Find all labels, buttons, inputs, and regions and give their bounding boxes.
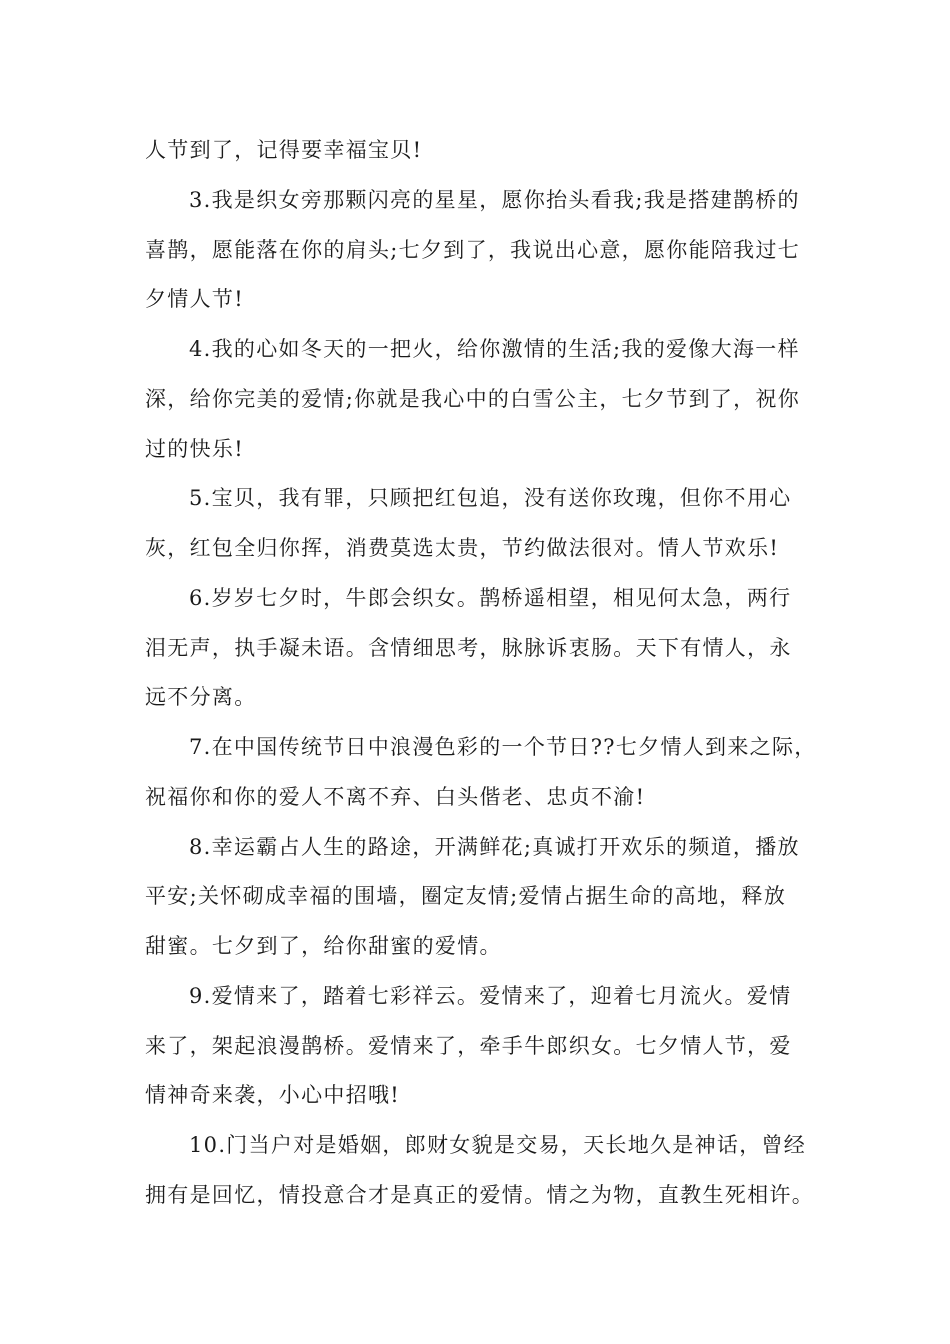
text-line: 喜鹊，愿能落在你的肩头;七夕到了，我说出心意，愿你能陪我过七	[145, 238, 801, 262]
text-line: 7.在中国传统节日中浪漫色彩的一个节日??七夕情人到来之际，	[189, 735, 817, 759]
text-line: 10.门当户对是婚姻，郎财女貌是交易，天长地久是神话，曾经	[189, 1133, 807, 1157]
text-line: 5.宝贝，我有罪，只顾把红包追，没有送你玫瑰，但你不用心	[189, 486, 792, 510]
text-line: 祝福你和你的爱人不离不弃、白头偕老、忠贞不渝!	[145, 785, 646, 809]
text-line: 平安;关怀砌成幸福的围墙，圈定友情;爱情占据生命的高地，释放	[145, 884, 787, 908]
text-line: 来了，架起浪漫鹊桥。爱情来了，牵手牛郎织女。七夕情人节，爱	[145, 1034, 792, 1058]
text-line: 远不分离。	[145, 685, 257, 709]
text-line: 4.我的心如冬天的一把火，给你激情的生活;我的爱像大海一样	[189, 337, 800, 361]
text-line: 人节到了，记得要幸福宝贝!	[145, 138, 423, 162]
text-line: 3.我是织女旁那颗闪亮的星星，愿你抬头看我;我是搭建鹊桥的	[189, 188, 800, 212]
text-line: 灰，红包全归你挥，消费莫选太贵，节约做法很对。情人节欢乐!	[145, 536, 780, 560]
text-line: 9.爱情来了，踏着七彩祥云。爱情来了，迎着七月流火。爱情	[189, 984, 792, 1008]
text-line: 深，给你完美的爱情;你就是我心中的白雪公主，七夕节到了，祝你	[145, 387, 801, 411]
text-line: 过的快乐!	[145, 437, 244, 461]
text-line: 夕情人节!	[145, 287, 244, 311]
text-line: 8.幸运霸占人生的路途，开满鲜花;真诚打开欢乐的频道，播放	[189, 835, 800, 859]
text-line: 泪无声，执手凝未语。含情细思考，脉脉诉衷肠。天下有情人，永	[145, 636, 792, 660]
text-line: 情神奇来袭，小心中招哦!	[145, 1083, 401, 1107]
text-line: 甜蜜。七夕到了，给你甜蜜的爱情。	[145, 934, 502, 958]
text-line: 6.岁岁七夕时，牛郎会织女。鹊桥遥相望，相见何太急，两行	[189, 586, 792, 610]
text-line: 拥有是回忆，情投意合才是真正的爱情。情之为物，直教生死相许。	[145, 1183, 814, 1207]
